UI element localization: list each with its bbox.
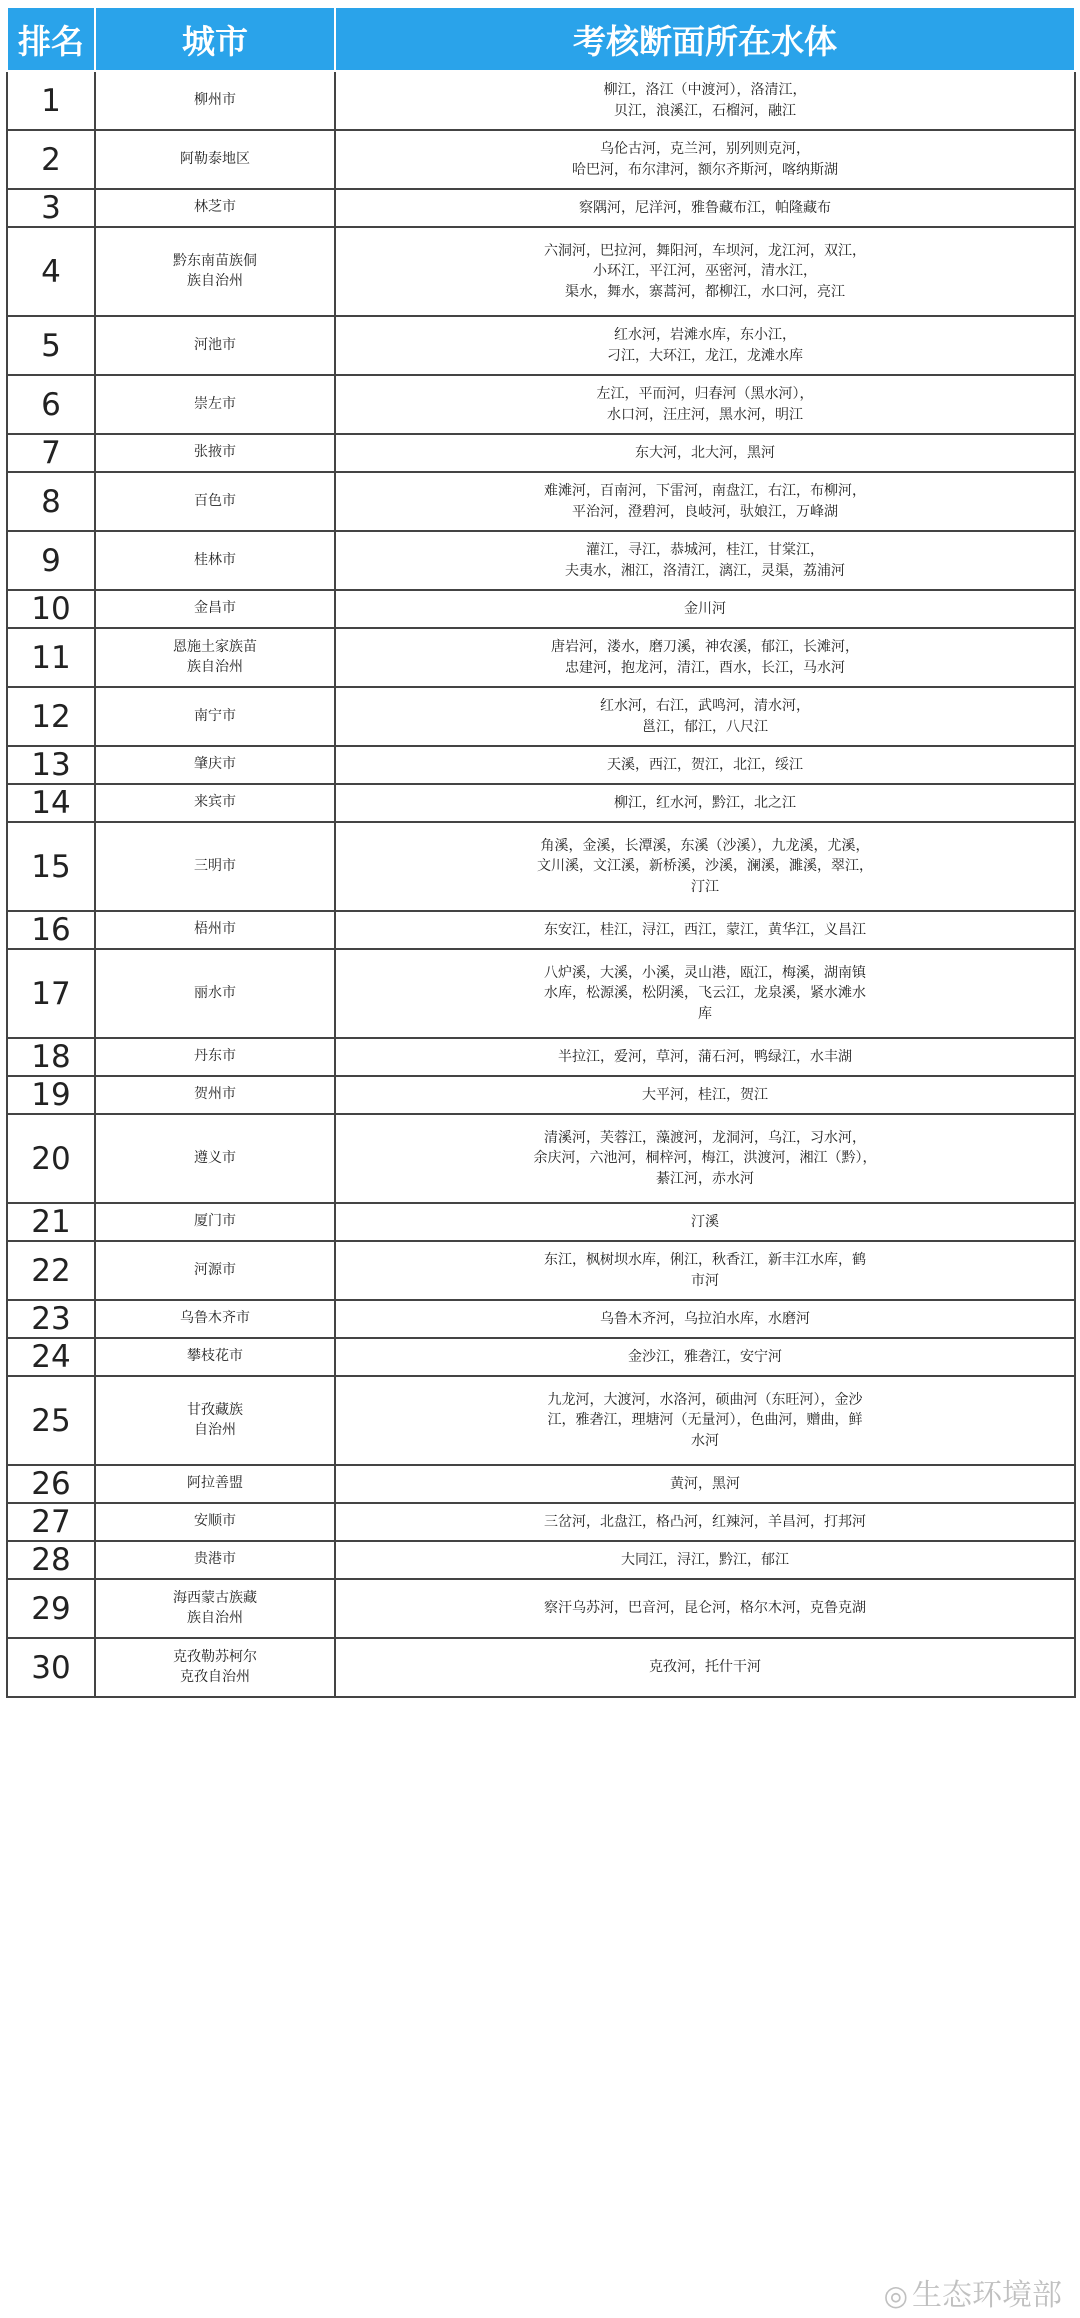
table-header-row bbox=[7, 7, 1075, 71]
city-line: 张掖市 bbox=[194, 444, 236, 461]
waters-line: 红水河，岩滩水库，东小江， bbox=[614, 327, 796, 344]
city-cell bbox=[95, 1076, 335, 1114]
waters-cell bbox=[335, 590, 1075, 628]
rank-cell: 1 bbox=[7, 71, 95, 130]
rank-cell: 22 bbox=[7, 1241, 95, 1300]
rank-cell: 8 bbox=[7, 472, 95, 531]
table-row bbox=[7, 316, 1075, 375]
city-cell bbox=[95, 1203, 335, 1241]
city-line: 攀枝花市 bbox=[187, 1348, 243, 1365]
city-line: 阿拉善盟 bbox=[187, 1475, 243, 1492]
waters-cell bbox=[335, 784, 1075, 822]
waters-line: 金沙江，雅砻江，安宁河 bbox=[628, 1348, 782, 1365]
city-line: 河池市 bbox=[194, 336, 236, 353]
city-cell bbox=[95, 1465, 335, 1503]
waters-cell bbox=[335, 531, 1075, 590]
city-cell bbox=[95, 1338, 335, 1376]
city-line: 克孜勒苏柯尔 bbox=[173, 1649, 257, 1666]
city-line: 乌鲁木齐市 bbox=[180, 1310, 250, 1327]
waters-cell bbox=[335, 316, 1075, 375]
table-row bbox=[7, 375, 1075, 434]
waters-line: 东大河，北大河，黑河 bbox=[635, 444, 775, 461]
city-cell bbox=[95, 375, 335, 434]
rank-cell: 3 bbox=[7, 189, 95, 227]
waters-line: 汀江 bbox=[691, 878, 719, 895]
waters-line: 水河 bbox=[691, 1432, 719, 1449]
city-line: 柳州市 bbox=[194, 91, 236, 108]
ranking-table bbox=[6, 6, 1076, 1698]
waters-cell bbox=[335, 1076, 1075, 1114]
waters-line: 哈巴河，布尔津河，额尔齐斯河，喀纳斯湖 bbox=[572, 161, 838, 178]
city-cell bbox=[95, 227, 335, 316]
waters-line: 灌江，寻江，恭城河，桂江，甘棠江， bbox=[586, 542, 824, 559]
table-body bbox=[7, 71, 1075, 1697]
waters-line: 柳江，红水河，黔江，北之江 bbox=[614, 794, 796, 811]
waters-line: 九龙河，大渡河，水洛河，硕曲河（东旺河），金沙 bbox=[547, 1392, 863, 1409]
waters-line: 綦江河，赤水河 bbox=[656, 1170, 754, 1187]
waters-line: 难滩河，百南河，下雷河，南盘江，右江，布柳河， bbox=[544, 483, 866, 500]
city-cell bbox=[95, 1541, 335, 1579]
city-cell bbox=[95, 1300, 335, 1338]
waters-cell bbox=[335, 71, 1075, 130]
rank-cell: 27 bbox=[7, 1503, 95, 1541]
waters-cell bbox=[335, 1376, 1075, 1465]
city-line: 安顺市 bbox=[194, 1513, 236, 1530]
city-cell bbox=[95, 590, 335, 628]
city-cell bbox=[95, 746, 335, 784]
city-cell bbox=[95, 189, 335, 227]
city-cell bbox=[95, 687, 335, 746]
city-line: 族自治州 bbox=[187, 272, 243, 289]
table-row bbox=[7, 687, 1075, 746]
table-row bbox=[7, 949, 1075, 1038]
header-rank: 排名 bbox=[7, 7, 95, 71]
city-line: 海西蒙古族藏 bbox=[173, 1590, 257, 1607]
waters-line: 察隅河，尼洋河，雅鲁藏布江，帕隆藏布 bbox=[579, 199, 831, 216]
city-cell bbox=[95, 472, 335, 531]
waters-line: 市河 bbox=[691, 1272, 719, 1289]
waters-line: 汀溪 bbox=[691, 1213, 719, 1230]
table-row bbox=[7, 1076, 1075, 1114]
table-row bbox=[7, 1541, 1075, 1579]
rank-cell: 26 bbox=[7, 1465, 95, 1503]
city-cell bbox=[95, 71, 335, 130]
table-row bbox=[7, 472, 1075, 531]
weibo-icon: ◎ bbox=[883, 2279, 908, 2312]
waters-cell bbox=[335, 1038, 1075, 1076]
city-line: 贵港市 bbox=[194, 1551, 236, 1568]
waters-line: 清溪河，芙蓉江，藻渡河，龙洞河，乌江，习水河， bbox=[544, 1130, 866, 1147]
city-cell bbox=[95, 949, 335, 1038]
waters-cell bbox=[335, 1541, 1075, 1579]
city-line: 厦门市 bbox=[194, 1213, 236, 1230]
table-row bbox=[7, 1638, 1075, 1697]
city-cell bbox=[95, 531, 335, 590]
rank-cell: 9 bbox=[7, 531, 95, 590]
waters-line: 江，雅砻江，理塘河（无量河），色曲河，赠曲，鲜 bbox=[547, 1412, 863, 1429]
city-cell bbox=[95, 1376, 335, 1465]
city-line: 南宁市 bbox=[194, 707, 236, 724]
table-row bbox=[7, 130, 1075, 189]
city-line: 金昌市 bbox=[194, 600, 236, 617]
waters-cell bbox=[335, 227, 1075, 316]
waters-line: 红水河，右江，武鸣河，清水河， bbox=[600, 698, 810, 715]
city-cell bbox=[95, 628, 335, 687]
rank-cell: 20 bbox=[7, 1114, 95, 1203]
table-row bbox=[7, 71, 1075, 130]
city-cell bbox=[95, 434, 335, 472]
city-line: 黔东南苗族侗 bbox=[173, 253, 257, 270]
waters-line: 忠建河，抱龙河，清江，酉水，长江，马水河 bbox=[565, 659, 845, 676]
waters-cell bbox=[335, 1203, 1075, 1241]
rank-cell: 5 bbox=[7, 316, 95, 375]
waters-line: 小环江，平江河，巫密河，清水江， bbox=[593, 263, 817, 280]
waters-line: 金川河 bbox=[684, 600, 726, 617]
waters-cell bbox=[335, 628, 1075, 687]
rank-cell: 16 bbox=[7, 911, 95, 949]
waters-cell bbox=[335, 189, 1075, 227]
waters-cell bbox=[335, 1465, 1075, 1503]
rank-cell: 14 bbox=[7, 784, 95, 822]
city-cell bbox=[95, 130, 335, 189]
waters-cell bbox=[335, 822, 1075, 911]
rank-cell: 11 bbox=[7, 628, 95, 687]
city-line: 林芝市 bbox=[194, 199, 236, 216]
waters-line: 唐岩河，溇水，磨刀溪，神农溪，郁江，长滩河， bbox=[551, 639, 859, 656]
waters-line: 大同江，浔江，黔江，郁江 bbox=[621, 1551, 789, 1568]
waters-line: 乌伦古河，克兰河，别列则克河， bbox=[600, 141, 810, 158]
waters-line: 八炉溪，大溪，小溪，灵山港，瓯江，梅溪，湖南镇 bbox=[544, 965, 866, 982]
table-row bbox=[7, 1465, 1075, 1503]
waters-cell bbox=[335, 1579, 1075, 1638]
waters-cell bbox=[335, 434, 1075, 472]
city-cell bbox=[95, 1638, 335, 1697]
table-row bbox=[7, 628, 1075, 687]
city-line: 克孜自治州 bbox=[180, 1668, 250, 1685]
table-row bbox=[7, 1114, 1075, 1203]
waters-line: 库 bbox=[698, 1005, 712, 1022]
city-line: 恩施土家族苗 bbox=[173, 639, 257, 656]
table-row bbox=[7, 434, 1075, 472]
city-line: 自治州 bbox=[194, 1421, 236, 1438]
rank-cell: 6 bbox=[7, 375, 95, 434]
table-row bbox=[7, 1376, 1075, 1465]
watermark-text: 生态环境部 bbox=[912, 2278, 1062, 2313]
city-cell bbox=[95, 1114, 335, 1203]
rank-cell: 29 bbox=[7, 1579, 95, 1638]
city-line: 崇左市 bbox=[194, 395, 236, 412]
table-row bbox=[7, 911, 1075, 949]
waters-line: 察汗乌苏河，巴音河，昆仑河，格尔木河，克鲁克湖 bbox=[544, 1600, 866, 1617]
city-cell bbox=[95, 1038, 335, 1076]
waters-cell bbox=[335, 1114, 1075, 1203]
rank-cell: 4 bbox=[7, 227, 95, 316]
waters-line: 余庆河，六池河，桐梓河，梅江，洪渡河，湘江（黔）， bbox=[533, 1150, 877, 1167]
waters-line: 东安江，桂江，浔江，西江，蒙江，黄华江，义昌江 bbox=[544, 921, 866, 938]
city-line: 族自治州 bbox=[187, 1609, 243, 1626]
waters-line: 六洞河，巴拉河，舞阳河，车坝河，龙江河，双江， bbox=[544, 243, 866, 260]
table-row bbox=[7, 822, 1075, 911]
table-row bbox=[7, 1300, 1075, 1338]
table-row bbox=[7, 531, 1075, 590]
waters-cell bbox=[335, 911, 1075, 949]
table-row bbox=[7, 1579, 1075, 1638]
city-line: 三明市 bbox=[194, 857, 236, 874]
watermark bbox=[884, 2270, 1062, 2314]
waters-cell bbox=[335, 130, 1075, 189]
waters-line: 夫夷水，湘江，洛清江，漓江，灵渠，荔浦河 bbox=[565, 562, 845, 579]
waters-line: 左江，平而河，归春河（黑水河）， bbox=[596, 386, 814, 403]
city-line: 肇庆市 bbox=[194, 756, 236, 773]
waters-cell bbox=[335, 472, 1075, 531]
header-waters: 考核断面所在水体 bbox=[335, 7, 1075, 71]
table-row bbox=[7, 746, 1075, 784]
waters-cell bbox=[335, 1638, 1075, 1697]
waters-cell bbox=[335, 949, 1075, 1038]
waters-line: 水口河，汪庄河，黑水河，明江 bbox=[607, 406, 803, 423]
table-row bbox=[7, 1503, 1075, 1541]
city-cell bbox=[95, 316, 335, 375]
city-line: 桂林市 bbox=[194, 551, 236, 568]
rank-cell: 17 bbox=[7, 949, 95, 1038]
waters-line: 邕江，郁江，八尺江 bbox=[642, 718, 768, 735]
rank-cell: 30 bbox=[7, 1638, 95, 1697]
waters-cell bbox=[335, 687, 1075, 746]
waters-cell bbox=[335, 746, 1075, 784]
city-line: 丹东市 bbox=[194, 1048, 236, 1065]
table-row bbox=[7, 1203, 1075, 1241]
table-row bbox=[7, 784, 1075, 822]
header-city: 城市 bbox=[95, 7, 335, 71]
table-row bbox=[7, 227, 1075, 316]
waters-cell bbox=[335, 375, 1075, 434]
waters-line: 三岔河，北盘江，格凸河，红辣河，羊昌河，打邦河 bbox=[544, 1513, 866, 1530]
city-cell bbox=[95, 911, 335, 949]
waters-line: 贝江，浪溪江，石榴河，融江 bbox=[614, 102, 796, 119]
rank-cell: 7 bbox=[7, 434, 95, 472]
table-row bbox=[7, 1038, 1075, 1076]
city-line: 百色市 bbox=[194, 492, 236, 509]
rank-cell: 23 bbox=[7, 1300, 95, 1338]
city-line: 阿勒泰地区 bbox=[180, 150, 250, 167]
rank-cell: 25 bbox=[7, 1376, 95, 1465]
city-line: 族自治州 bbox=[187, 658, 243, 675]
waters-line: 刁江，大环江，龙江，龙滩水库 bbox=[607, 347, 803, 364]
waters-line: 水库，松源溪，松阴溪，飞云江，龙泉溪，紧水滩水 bbox=[544, 985, 866, 1002]
waters-line: 渠水，舞水，寨蒿河，都柳江，水口河，亮江 bbox=[565, 283, 845, 300]
waters-cell bbox=[335, 1338, 1075, 1376]
waters-line: 东江，枫树坝水库，俐江，秋香江，新丰江水库，鹤 bbox=[544, 1252, 866, 1269]
city-line: 梧州市 bbox=[194, 921, 236, 938]
city-cell bbox=[95, 822, 335, 911]
waters-line: 克孜河，托什干河 bbox=[649, 1659, 761, 1676]
rank-cell: 28 bbox=[7, 1541, 95, 1579]
city-line: 遵义市 bbox=[194, 1149, 236, 1166]
table-row bbox=[7, 590, 1075, 628]
table-row bbox=[7, 1241, 1075, 1300]
waters-line: 天溪，西江，贺江，北江，绥江 bbox=[607, 756, 803, 773]
waters-line: 文川溪，文江溪，新桥溪，沙溪，澜溪，濉溪，翠江， bbox=[537, 858, 873, 875]
city-cell bbox=[95, 1503, 335, 1541]
waters-line: 乌鲁木齐河，乌拉泊水库，水磨河 bbox=[600, 1310, 810, 1327]
city-cell bbox=[95, 1241, 335, 1300]
city-cell bbox=[95, 784, 335, 822]
city-line: 来宾市 bbox=[194, 794, 236, 811]
rank-cell: 15 bbox=[7, 822, 95, 911]
table-row bbox=[7, 189, 1075, 227]
city-line: 甘孜藏族 bbox=[187, 1402, 243, 1419]
rank-cell: 13 bbox=[7, 746, 95, 784]
city-line: 贺州市 bbox=[194, 1086, 236, 1103]
waters-line: 平治河，澄碧河，良岐河，驮娘江，万峰湖 bbox=[572, 503, 838, 520]
waters-cell bbox=[335, 1241, 1075, 1300]
rank-cell: 10 bbox=[7, 590, 95, 628]
waters-line: 大平河，桂江，贺江 bbox=[642, 1086, 768, 1103]
city-cell bbox=[95, 1579, 335, 1638]
city-line: 丽水市 bbox=[194, 984, 236, 1001]
waters-line: 半拉江，爱河，草河，蒲石河，鸭绿江，水丰湖 bbox=[558, 1048, 852, 1065]
rank-cell: 2 bbox=[7, 130, 95, 189]
rank-cell: 24 bbox=[7, 1338, 95, 1376]
rank-cell: 21 bbox=[7, 1203, 95, 1241]
waters-line: 黄河，黑河 bbox=[670, 1475, 740, 1492]
waters-line: 角溪，金溪，长潭溪，东溪（沙溪），九龙溪，尤溪， bbox=[540, 838, 870, 855]
rank-cell: 12 bbox=[7, 687, 95, 746]
waters-line: 柳江，洛江（中渡河），洛清江， bbox=[603, 82, 807, 99]
waters-cell bbox=[335, 1300, 1075, 1338]
rank-cell: 19 bbox=[7, 1076, 95, 1114]
rank-cell: 18 bbox=[7, 1038, 95, 1076]
city-line: 河源市 bbox=[194, 1261, 236, 1278]
waters-cell bbox=[335, 1503, 1075, 1541]
table-row bbox=[7, 1338, 1075, 1376]
